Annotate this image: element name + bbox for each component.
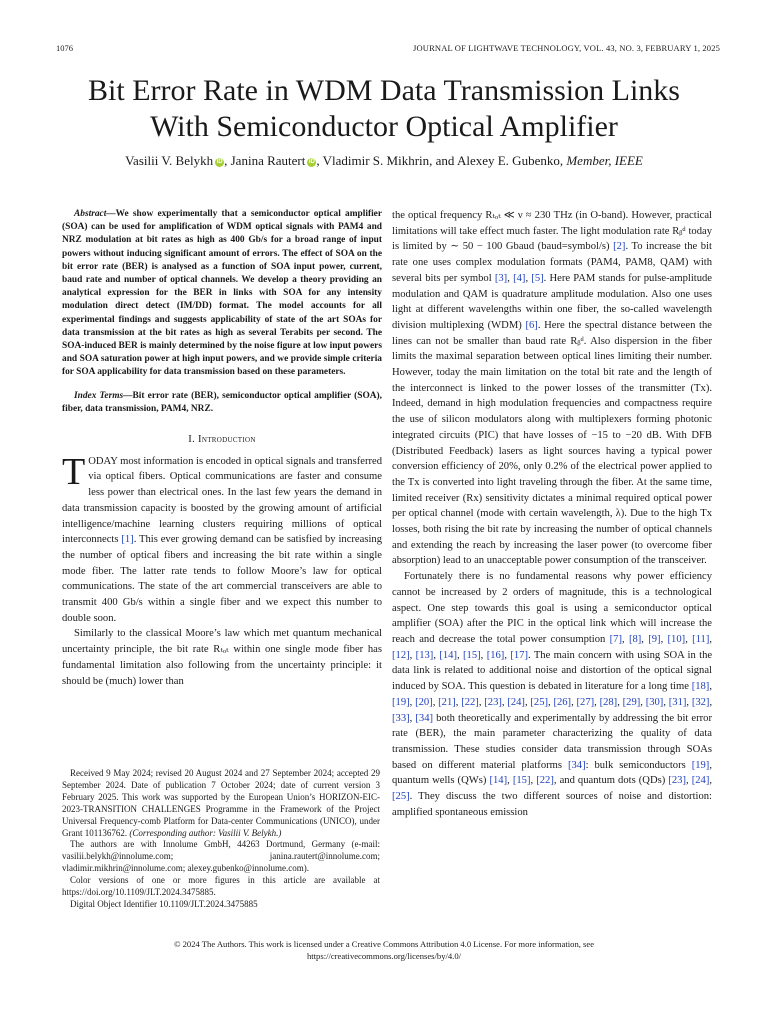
paper-title (40, 73, 728, 145)
paragraph-text: , (457, 649, 464, 661)
drop-cap: T (62, 450, 86, 493)
citation-link[interactable]: [23] (668, 775, 686, 787)
footnote-affiliation: The authors are with Innolume GmbH, 44263 Dortmund, Germany (e-mail: vasilii.belykh@innolume.com; janina.rautert@innolume.com; vladimir.mikhrin@innolume.com; alexey.gubenko@innolume.com). (62, 839, 380, 874)
copyright-notice (40, 938, 728, 962)
paragraph-text: : bulk semiconductors (585, 759, 692, 771)
paragraph-text: the optical frequency Rₜₒₜ ≪ ν ≈ 230 THz (in O-band). However, practical limitations will take effect much faster. The light modulation rate Rᵦᵈ today is limited by ∼ 50 − 100 Gbaud (baud=symbol/s) (392, 210, 712, 253)
paragraph-text: both theoretically and experimentally by addressing the bit error rate (BER), the main parameter characterizing the quality of data transmission. These studies consider data transmission through SOAs based on different material platforms (392, 712, 712, 771)
citation-link[interactable]: [15] (463, 649, 481, 661)
citation-link[interactable]: [2] (613, 241, 626, 253)
paragraph-text: , (525, 272, 532, 284)
paragraph-text: . The main concern with using SOA in the data link is related to additional noise and distortion of the optical signal induced by SOA. This question is debated in literature for a long time (392, 649, 713, 693)
footnote-color: Color versions of one or more figures in this article are available at https://doi.org/10.1109/JLT.2024.3475885. (62, 875, 380, 898)
abstract-text: We show experimentally that a semiconductor optical amplifier (SOA) can be used for amplification of WDM optical signals with PAM4 and NRZ modulation at bit rates as high as 400 Gb/s for a broad range of input powers without inducing significant amount of errors. The effect of SOA on the bit error rate (BER) is analysed as a function of SOA input power, current, baud rate and number of optical channels. We develop a theory providing an analytical expression for the BER in links with SOA for any intensity modulation direct detect (IM/DD) format. The model accounts for all experimental findings and suggests applicability of state of the art SOAs for data transmission at the bit rates as high as several Terabits per second. The SOA-induced BER is mainly determined by the noise figure at low input powers and SOA saturation power at high input powers, and we provide simple criteria for SOA applicability for data transmission based on these parameters. (62, 209, 382, 378)
page-number: 1076 (56, 43, 73, 53)
citation-link[interactable]: [24] (691, 775, 710, 787)
citation-link[interactable]: [23] (484, 696, 502, 708)
abstract-lead: Abstract— (74, 209, 116, 219)
citation-link[interactable]: [9] (648, 633, 661, 645)
title-line-2: With Semiconductor Optical Amplifier (150, 110, 618, 143)
citation-link[interactable]: [25] (530, 696, 549, 708)
paragraph-text: , (709, 696, 713, 708)
paragraph-text: . They discuss the two different sources of noise and distortion: amplified spontaneous emission (392, 791, 712, 818)
paragraph-text: . Here PAM stands for pulse-amplitude modulation and QAM is quadrature amplitude modulation. Also one uses light at different wavelengths within one fiber, the so-called wavelength division multiplexing (WDM) (392, 272, 713, 331)
citation-link[interactable]: [24] (507, 696, 525, 708)
citation-link[interactable]: [31] (668, 696, 687, 708)
citation-link[interactable]: [15] (512, 775, 531, 787)
citation-link[interactable]: [12] (392, 649, 410, 661)
paragraph-text: , (594, 696, 600, 708)
paragraph-text: , (524, 696, 531, 708)
citation-link[interactable]: [25] (392, 791, 410, 803)
paragraph-text: , (622, 633, 629, 645)
paragraph-text: , (641, 633, 649, 645)
citation-link[interactable]: [6] (525, 319, 538, 331)
citation-link[interactable]: [22] (461, 696, 479, 708)
paragraph-text: , (660, 633, 668, 645)
orcid-icon[interactable]: iD (216, 159, 223, 165)
intro-paragraph-2: Similarly to the classical Moore’s law which met quantum mechanical uncertainty principle, the bit rate Rₜₒₜ within one single mode fiber has fundamental limitation also following from the uncertainty principle: it should be (much) lower than (62, 628, 382, 687)
citation-link[interactable]: [14] (439, 649, 457, 661)
citation-link[interactable]: [16] (486, 649, 505, 661)
paragraph-text: , quantum wells (QWs) (392, 759, 712, 787)
paragraph-text: , (617, 696, 623, 708)
title-line-1: Bit Error Rate in WDM Data Transmission Links (88, 74, 680, 107)
paragraph-text: . To increase the bit rate one uses complex modulation formats (PAM4, PAM8, QAM) with several bits per symbol (392, 241, 712, 284)
orcid-icon[interactable]: iD (308, 159, 315, 165)
paragraph-text: , (709, 775, 713, 787)
citation-link[interactable]: [19] (392, 696, 410, 708)
abstract (62, 208, 382, 380)
footnote-block (62, 768, 380, 911)
footnote-received-text: Received 9 May 2024; revised 20 August 2024 and 27 September 2024; accepted 29 September 2024. Date of publication 7 October 2024; date of current version 3 February 2025. This work was supported by the European Union’s HORIZON-EIC-2023-TRANSITION CHALLENGES Programme in the Framework of the Project Universal Frequency-comb Platform for Data-center Communications (UNICO), under Grant 101136762. (62, 768, 380, 838)
citation-link[interactable]: [1] (121, 534, 134, 546)
citation-link[interactable]: [18] (691, 681, 710, 693)
citation-link[interactable]: [27] (576, 696, 595, 708)
author-rautert: , Janina Rautert (224, 153, 306, 168)
citation-link[interactable]: [22] (536, 775, 554, 787)
index-terms (62, 390, 382, 416)
paragraph-text: , (685, 775, 692, 787)
author-others: , Vladimir S. Mikhrin, and Alexey E. Gubenko, (316, 153, 564, 168)
citation-link[interactable]: [20] (415, 696, 433, 708)
citation-link[interactable]: [21] (438, 696, 456, 708)
paragraph-text: , (478, 696, 485, 708)
citation-link[interactable]: [34] (415, 712, 434, 724)
right-paragraph-1 (392, 208, 712, 569)
journal-header: JOURNAL OF LIGHTWAVE TECHNOLOGY, VOL. 43, NO. 3, FEBRUARY 1, 2025 (413, 43, 720, 53)
citation-link[interactable]: [33] (392, 712, 410, 724)
paragraph-text: , (409, 696, 416, 708)
right-column (392, 208, 712, 820)
paragraph-text: , (548, 696, 554, 708)
paragraph-text: , and quantum dots (QDs) (553, 775, 669, 787)
footnote-received (62, 768, 380, 839)
paragraph-text: , (501, 696, 508, 708)
citation-link[interactable]: [30] (645, 696, 664, 708)
citation-link[interactable]: [29] (622, 696, 641, 708)
paragraph-text: , (663, 696, 669, 708)
author-membership: Member, IEEE (563, 153, 643, 168)
intro-p1-a: ODAY most information is encoded in optical signals and transferred via optical fibers. Optical communications are faster and consume less power than electrical ones. In the last few years the demand in data transmission capacity is boosted by the growing amount of artificial intelligence/machine learning clusters requiring millions of optical interconnects (62, 455, 382, 546)
paragraph-text: , (455, 696, 462, 708)
paragraph-text: , (504, 649, 511, 661)
paragraph-text: . Here the spectral distance between the lines can not be smaller than baud rate Rᵦᵈ. Also dispersion in the fiber limits the maximal separation between optical lines limiting their number. However, today the main limitation on the total bit rate and the length of the interconnect is linked to the power losses of the transmitter (Tx). Indeed, demand in high modulation frequencies and compactness require the use of silicon modulators along with multiplexers forming photonic integrated circuits (PIC) that have losses of −15 to −20 dB. With DFB (Distributed Feedback) lasers as light sources having a typical power conversion efficiency of 20%, only 0.2% of the electrical power applied to the Tx is converted into light traveling through the fiber. At the same time, limited receiver (Rx) sensitivity dictates a minimal required optical power per optical channel (mode with certain wavelength, λ). Due to the high Tx losses, both rising the bit rate by increasing the number of optical channels and extending the reach by increasing the laser power (to overcome fiber absorption) lead to an unacceptable power consumption of the transceiver. (392, 319, 712, 567)
paragraph-text: , (686, 696, 692, 708)
paragraph-text: , (507, 775, 513, 787)
copyright-line-1: © 2024 The Authors. This work is licensed under a Creative Commons Attribution 4.0 License. For more information, see (173, 939, 595, 949)
citation-link[interactable]: [13] (415, 649, 434, 661)
footnote-corresponding: (Corresponding author: Vasilii V. Belykh.) (127, 827, 282, 838)
paragraph-text: , (433, 649, 440, 661)
citation-link[interactable]: [10] (667, 633, 686, 645)
footnote-doi: Digital Object Identifier 10.1109/JLT.2024.3475885 (70, 898, 258, 909)
paragraph-text: , (709, 633, 713, 645)
paragraph-text: , (409, 712, 416, 724)
paragraph-text: , (709, 681, 712, 693)
right-paragraph-2 (392, 569, 712, 820)
citation-link[interactable]: [26] (553, 696, 572, 708)
paragraph-text: , (685, 633, 693, 645)
paragraph-text: , (571, 696, 577, 708)
citation-link[interactable]: [17] (510, 649, 529, 661)
paragraph-text: Fortunately there is no fundamental reasons why power efficiency cannot be increased by 2 orders of magnitude, this is a technological aspect. One step towards this goal is using a semiconductor optical amplifier (SOA) after the PIC in the optical link which will increase the reach and decrease the total power consumption (392, 571, 712, 645)
citation-link[interactable]: [8] (628, 633, 642, 645)
section-heading-introduction: I. Introduction (188, 434, 256, 446)
paragraph-text: , (640, 696, 646, 708)
citation-link[interactable]: [34] (567, 759, 586, 771)
index-terms-lead: Index Terms— (74, 390, 133, 401)
citation-link[interactable]: [19] (691, 759, 710, 771)
intro-paragraph-1 (62, 450, 382, 627)
copyright-url[interactable]: https://creativecommons.org/licenses/by/4.0/ (306, 951, 462, 961)
author-belykh: Vasilii V. Belykh (125, 153, 214, 168)
citation-link[interactable]: [28] (599, 696, 618, 708)
left-column (62, 208, 382, 689)
citation-link[interactable]: [4] (513, 272, 526, 284)
citation-link[interactable]: [5] (531, 272, 544, 284)
author-list (40, 153, 728, 169)
paragraph-text: , (432, 696, 439, 708)
index-terms-text: Bit error rate (BER), semiconductor optical amplifier (SOA), fiber, data transmission, PAM4, NRZ. (62, 390, 383, 414)
paragraph-text: , (480, 649, 487, 661)
paragraph-text: , (530, 775, 537, 787)
intro-p1-b: . This ever growing demand can be satisfied by increasing the number of optical fibers and increasing the bit rate within a single mode fiber. The latter rate tends to follow Moore’s law for optical communications. The state of the art commercial transceivers are able to transmit 400 Gb/s within a single fiber and we expect this number to double soon. (62, 534, 382, 624)
citation-link[interactable]: [7] (609, 633, 622, 645)
citation-link[interactable]: [11] (692, 633, 710, 645)
citation-link[interactable]: [32] (691, 696, 710, 708)
citation-link[interactable]: [3] (494, 272, 508, 284)
citation-link[interactable]: [14] (489, 775, 508, 787)
paragraph-text: , (507, 272, 514, 284)
paragraph-text: , (409, 649, 416, 661)
